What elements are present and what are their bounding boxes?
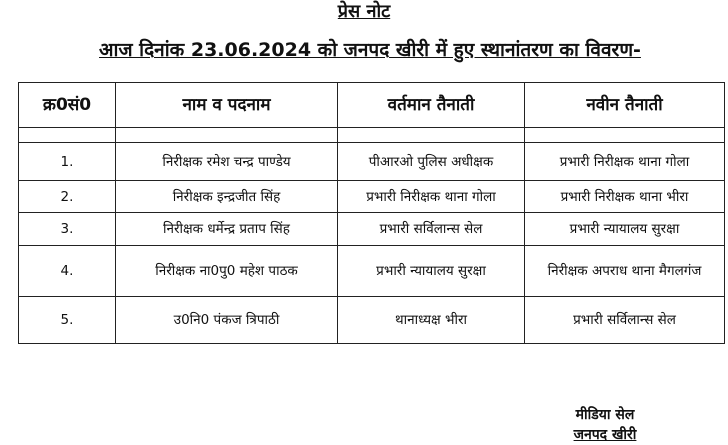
cell-name-designation: उ0नि0 पंकज त्रिपाठी <box>116 297 338 344</box>
header-name-designation: नाम व पदनाम <box>116 83 338 128</box>
header-current-posting: वर्तमान तैनाती <box>338 83 525 128</box>
table-spacer-row <box>19 128 725 143</box>
cell-name-designation: निरीक्षक रमेश चन्द्र पाण्डेय <box>116 143 338 181</box>
header-serial-number: क्र0सं0 <box>19 83 116 128</box>
cell-current-posting: प्रभारी सर्विलान्स सेल <box>338 213 525 246</box>
spacer-cell <box>116 128 338 143</box>
cell-current-posting: प्रभारी न्यायालय सुरक्षा <box>338 246 525 297</box>
cell-new-posting: प्रभारी न्यायालय सुरक्षा <box>525 213 725 246</box>
page-title: प्रेस नोट <box>337 1 391 22</box>
footer-media-cell: मीडिया सेल <box>575 407 635 423</box>
cell-serial-number: 1. <box>19 143 116 181</box>
cell-current-posting: प्रभारी निरीक्षक थाना गोला <box>338 181 525 213</box>
cell-name-designation: निरीक्षक इन्द्रजीत सिंह <box>116 181 338 213</box>
cell-serial-number: 3. <box>19 213 116 246</box>
cell-current-posting: थानाध्यक्ष भीरा <box>338 297 525 344</box>
table-header-row <box>19 83 725 128</box>
transfer-table <box>18 82 725 344</box>
cell-serial-number: 2. <box>19 181 116 213</box>
cell-new-posting: प्रभारी सर्विलान्स सेल <box>525 297 725 344</box>
footer-district: जनपद खीरी <box>573 427 637 443</box>
cell-serial-number: 5. <box>19 297 116 344</box>
table-row <box>19 246 725 297</box>
table-row <box>19 143 725 181</box>
cell-serial-number: 4. <box>19 246 116 297</box>
spacer-cell <box>525 128 725 143</box>
spacer-cell <box>338 128 525 143</box>
table-row <box>19 297 725 344</box>
table-row <box>19 181 725 213</box>
cell-new-posting: प्रभारी निरीक्षक थाना भीरा <box>525 181 725 213</box>
cell-name-designation: निरीक्षक धर्मेन्द्र प्रताप सिंह <box>116 213 338 246</box>
cell-current-posting: पीआरओ पुलिस अधीक्षक <box>338 143 525 181</box>
table-row <box>19 213 725 246</box>
header-new-posting: नवीन तैनाती <box>525 83 725 128</box>
cell-name-designation: निरीक्षक ना0पु0 महेश पाठक <box>116 246 338 297</box>
cell-new-posting: प्रभारी निरीक्षक थाना गोला <box>525 143 725 181</box>
page-subtitle: आज दिनांक 23.06.2024 को जनपद खीरी में हुए स्थानांतरण का विवरण- <box>99 39 641 61</box>
cell-new-posting: निरीक्षक अपराध थाना मैगलगंज <box>525 246 725 297</box>
spacer-cell <box>19 128 116 143</box>
